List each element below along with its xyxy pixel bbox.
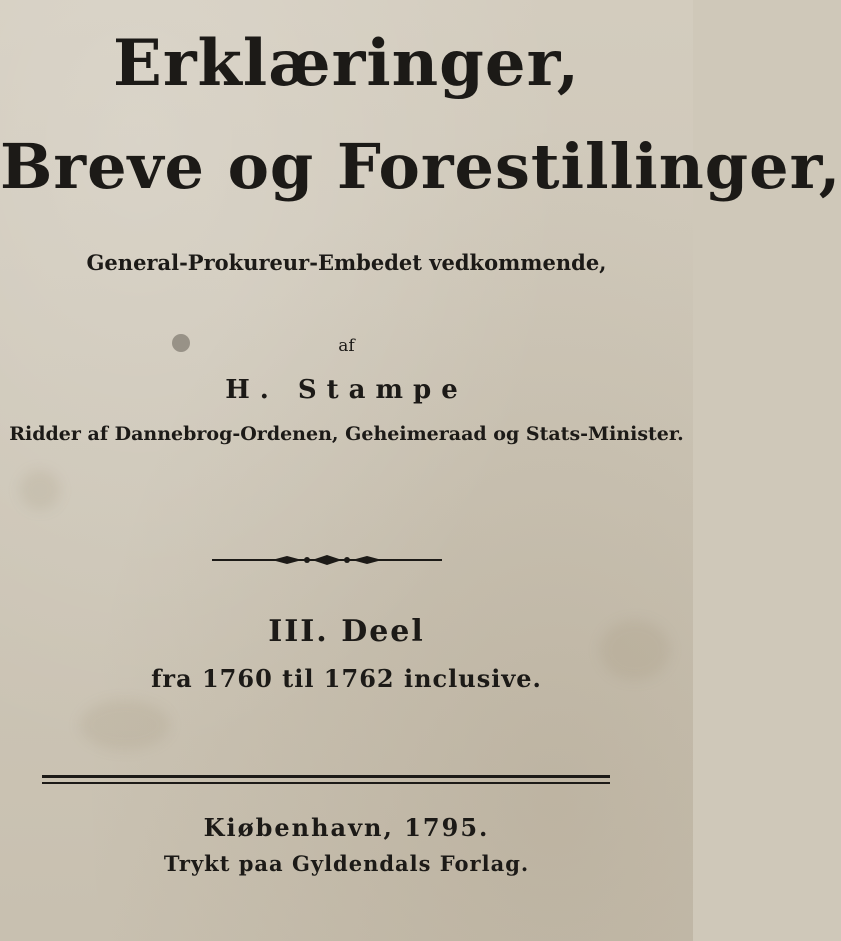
imprint-place-year: Kiøbenhavn, 1795. (203, 813, 490, 842)
divider-rule (42, 775, 610, 778)
title-line-2: Breve og Forestillinger, (0, 130, 841, 203)
subtitle: General-Prokureur-Embedet vedkommende, (86, 250, 607, 275)
part-number: III. Deel (268, 614, 425, 649)
imprint-printer: Trykt paa Gyldendals Forlag. (163, 851, 530, 876)
dotted-rule-ornament-icon (212, 551, 442, 569)
author-rank: Ridder af Dannebrog-Ordenen, Geheimeraad og Stats-Minister. (9, 423, 684, 445)
paper-stain (20, 470, 60, 510)
author-name: H. Stampe (225, 375, 468, 405)
divider-rule (42, 782, 610, 784)
byline: af (338, 336, 355, 356)
paper-stain (80, 700, 170, 750)
title-line-1: Erklæringer, (113, 26, 580, 101)
year-range: fra 1760 til 1762 inclusive. (151, 664, 542, 693)
